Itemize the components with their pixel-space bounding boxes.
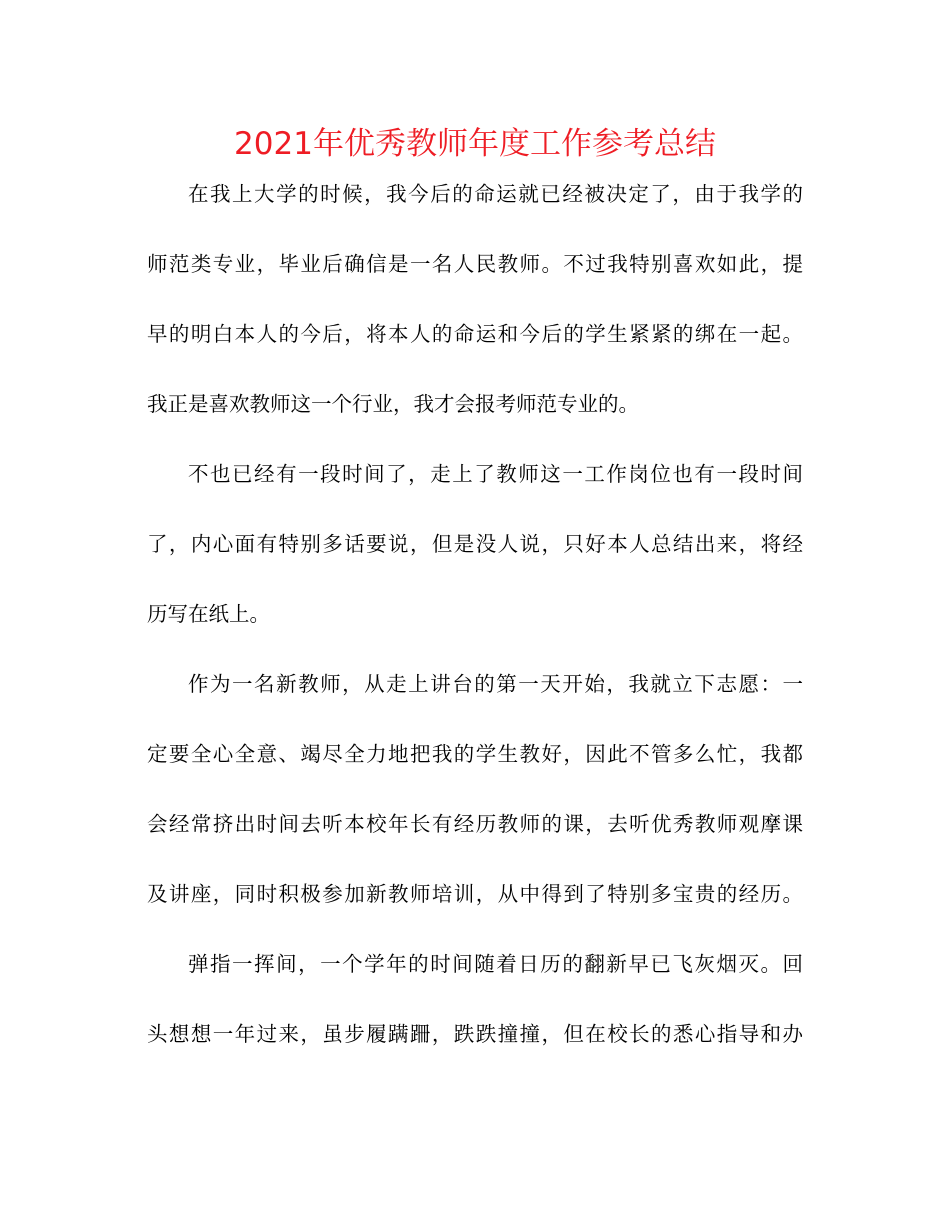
body-line: 及讲座，同时积极参加新教师培训，从中得到了特别多宝贵的经历。 <box>147 882 803 906</box>
body-line: 不也已经有一段时间了，走上了教师这一工作岗位也有一段时间 <box>188 462 803 486</box>
document-body <box>147 172 803 1082</box>
body-line: 会经常挤出时间去听本校年长有经历教师的课，去听优秀教师观摩课 <box>147 812 803 836</box>
body-line: 弹指一挥间，一个学年的时间随着日历的翻新早已飞灰烟灭。回 <box>188 952 803 976</box>
body-line: 作为一名新教师，从走上讲台的第一天开始，我就立下志愿：一 <box>188 672 803 696</box>
body-line: 在我上大学的时候，我今后的命运就已经被决定了，由于我学的 <box>188 182 803 206</box>
body-line: 头想想一年过来，虽步履蹒跚，跌跌撞撞，但在校长的悉心指导和办 <box>147 1022 803 1046</box>
body-line: 定要全心全意、竭尽全力地把我的学生教好，因此不管多么忙，我都 <box>147 742 803 766</box>
document-title: 2021年优秀教师年度工作参考总结 <box>234 126 716 162</box>
body-line: 了，内心面有特别多话要说，但是没人说，只好本人总结出来，将经 <box>147 532 803 556</box>
body-line: 早的明白本人的今后，将本人的命运和今后的学生紧紧的绑在一起。 <box>147 322 803 346</box>
body-line: 我正是喜欢教师这一个行业，我才会报考师范专业的。 <box>147 392 639 416</box>
body-line: 历写在纸上。 <box>147 602 270 626</box>
body-line: 师范类专业，毕业后确信是一名人民教师。不过我特别喜欢如此，提 <box>147 252 803 276</box>
